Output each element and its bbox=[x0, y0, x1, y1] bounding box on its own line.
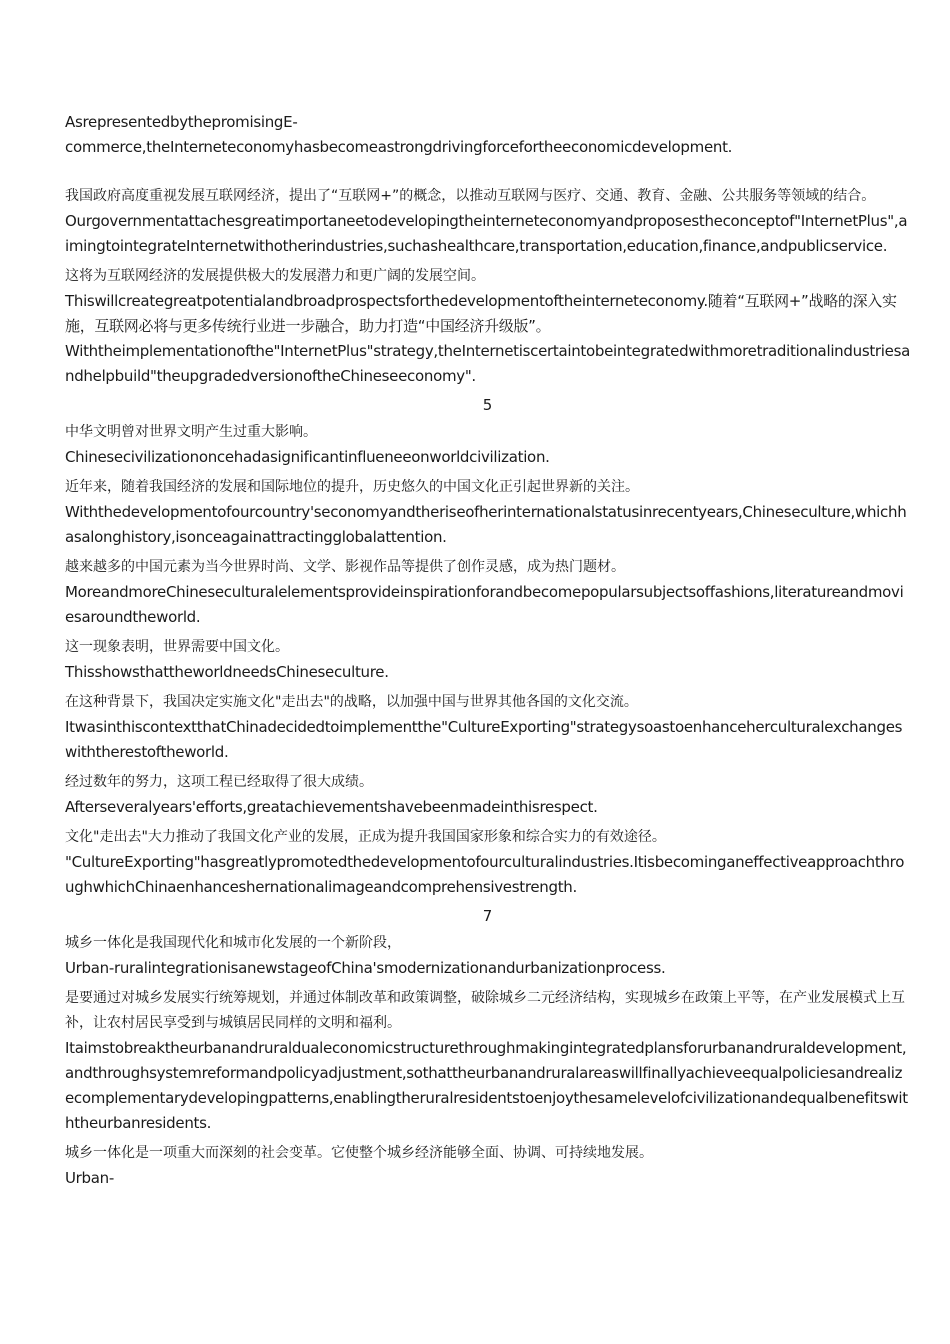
chinese-text: 越来越多的中国元素为当今世界时尚、文学、影视作品等提供了创作灵感，成为热门题材。 bbox=[65, 559, 625, 575]
english-text: Urban-ruralintegrationisanewstageofChina'smodernizationandurbanizationprocess. bbox=[65, 959, 666, 977]
chinese-text: 中华文明曾对世界文明产生过重大影响。 bbox=[65, 424, 317, 440]
english-text: AsrepresentedbythepromisingE- bbox=[65, 113, 298, 131]
paragraph-global-attention bbox=[65, 475, 910, 550]
english-text: Afterseveralyears'efforts,greatachievementshavebeenmadeinthisrespect. bbox=[65, 798, 598, 816]
chinese-text: 在这种背景下，我国决定实施文化"走出去"的战略，以加强中国与世界其他各国的文化交流。 bbox=[65, 694, 638, 710]
english-text: Urban- bbox=[65, 1169, 114, 1187]
page-number: 5 bbox=[482, 396, 493, 414]
english-text: Chinesecivilizationoncehadasignificantinflueneeonworldcivilization. bbox=[65, 448, 550, 466]
mixed-text: Thiswillcreategreatpotentialandbroadprospectsforthedevelopmentoftheinterneteconomy.随着“互联网+”战略的深入实施，互联网必将与更多传统行业进一步融合，助力打造“中国经济升级版”。 bbox=[65, 292, 897, 335]
paragraph-chinese-elements bbox=[65, 555, 910, 630]
chinese-text: 是要通过对城乡发展实行统筹规划，并通过体制改革和政策调整，破除城乡二元经济结构，实现城乡在政策上平等，在产业发展模式上互补，让农村居民享受到与城镇居民同样的文明和福利。 bbox=[65, 990, 905, 1031]
english-text: commerce,theInterneteconomyhasbecomeastrongdrivingforcefortheeconomicdevelopment. bbox=[65, 138, 733, 156]
english-text: Withthedevelopmentofourcountry'seconomyandtheriseofherinternationalstatusinrecentyears,Chineseculture,whichhasalonghistory,isonceagainattractingglobalattention. bbox=[65, 503, 907, 546]
paragraph-internet-potential bbox=[65, 264, 910, 389]
document-page bbox=[65, 110, 910, 1196]
english-text: Withtheimplementationofthe"InternetPlus"strategy,theInternetiscertaintobeintegratedwithmoretraditionalindustriesandhelpbuild"theupgradedversionoftheChineseeconomy". bbox=[65, 342, 910, 385]
chinese-text: 经过数年的努力，这项工程已经取得了很大成绩。 bbox=[65, 774, 373, 790]
chinese-text: 这将为互联网经济的发展提供极大的发展潜力和更广阔的发展空间。 bbox=[65, 268, 485, 284]
chinese-text: 城乡一体化是我国现代化和城市化发展的一个新阶段， bbox=[65, 935, 401, 951]
english-text: Itaimstobreaktheurbanandruraldualeconomicstructurethroughmakingintegratedplansforurbanandruraldevelopment,andthroughsystemreformandpolicyadjustment,sothattheurbanandruralareaswillfinallyachieveequalpoliciesandrealizecomplementarydevelopingpatterns,enablingtheruralresidentstoenjoythesamelevelofcivilizationandequalbenefitswiththeurbanresidents. bbox=[65, 1039, 908, 1132]
paragraph-civilization bbox=[65, 420, 910, 470]
paragraph-cultural-industries bbox=[65, 825, 910, 900]
english-text: ThisshowsthattheworldneedsChineseculture. bbox=[65, 663, 389, 681]
paragraph-ecommerce bbox=[65, 110, 910, 160]
chinese-text: 我国政府高度重视发展互联网经济，提出了“互联网+”的概念，以推动互联网与医疗、交通、教育、金融、公共服务等领域的结合。 bbox=[65, 188, 876, 204]
paragraph-world-needs bbox=[65, 635, 910, 685]
chinese-text: 这一现象表明，世界需要中国文化。 bbox=[65, 639, 289, 655]
paragraph-culture-exporting bbox=[65, 690, 910, 765]
page-number: 7 bbox=[482, 907, 493, 925]
chinese-text: 近年来，随着我国经济的发展和国际地位的提升，历史悠久的中国文化正引起世界新的关注。 bbox=[65, 479, 639, 495]
paragraph-social-reform bbox=[65, 1141, 910, 1191]
chinese-text: 文化"走出去"大力推动了我国文化产业的发展，正成为提升我国国家形象和综合实力的有效途径。 bbox=[65, 829, 666, 845]
paragraph-urban-rural bbox=[65, 931, 910, 981]
paragraph-achievements bbox=[65, 770, 910, 820]
english-text: Ourgovernmentattachesgreatimportaneetodevelopingtheinterneteconomyandproposestheconceptof"InternetPlus",aimingtointegrateInternetwithotherindustries,suchashealthcare,transportation,education,finance,andpublicservice. bbox=[65, 212, 908, 255]
paragraph-internet-plus bbox=[65, 184, 910, 259]
english-text: MoreandmoreChineseculturalelementsprovideinspirationforandbecomepopularsubjectsoffashions,literatureandmoviesaroundtheworld. bbox=[65, 583, 904, 626]
english-text: ItwasinthiscontextthatChinadecidedtoimplementthe"CultureExporting"strategysoastoenhanceherculturalexchangeswiththerestoftheworld. bbox=[65, 718, 903, 761]
paragraph-dual-structure bbox=[65, 986, 910, 1136]
chinese-text: 城乡一体化是一项重大而深刻的社会变革。它使整个城乡经济能够全面、协调、可持续地发展。 bbox=[65, 1145, 653, 1161]
english-text: "CultureExporting"hasgreatlypromotedthedevelopmentofourculturalindustries.ItisbecominganeffectiveapproachthroughwhichChinaenhanceshernationalimageandcomprehensivestrength. bbox=[65, 853, 905, 896]
